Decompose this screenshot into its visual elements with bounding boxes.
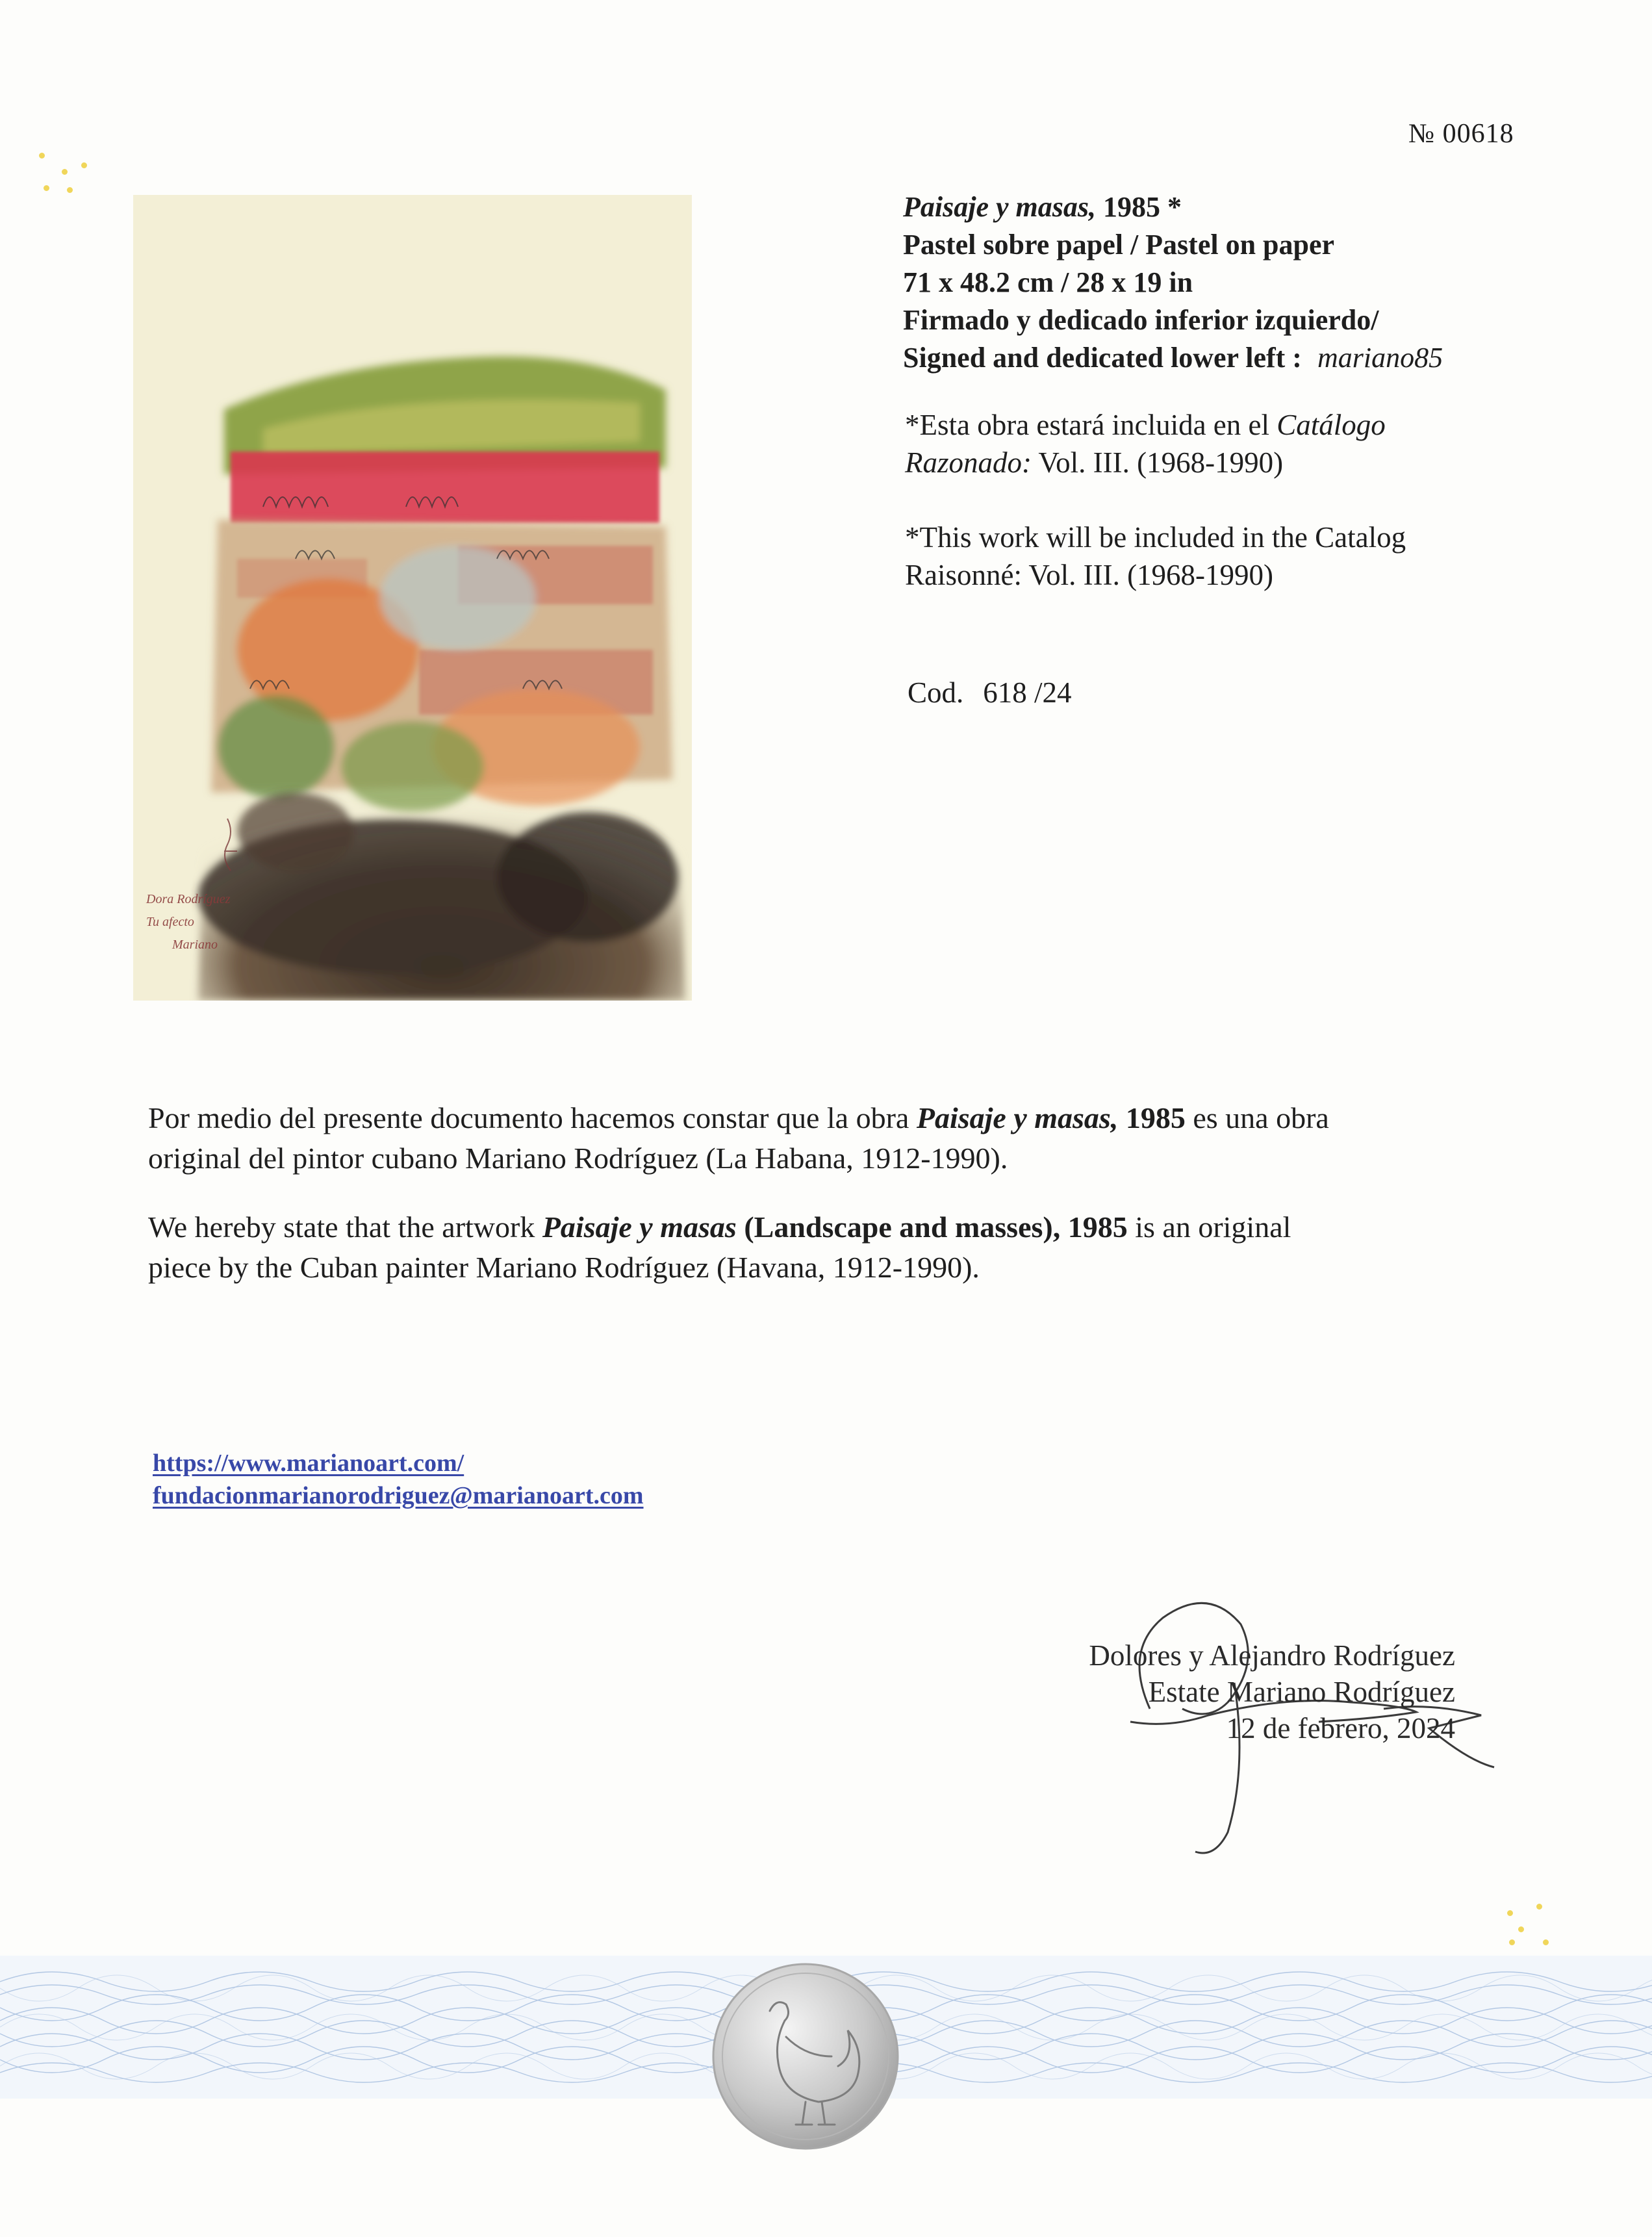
catalog-note-es-italic-1: Catálogo bbox=[1277, 409, 1386, 441]
catalog-code bbox=[908, 676, 1072, 709]
catalog-note-es-prefix: *Esta obra estará incluida en el bbox=[905, 409, 1277, 441]
statement-es-before: Por medio del presente documento hacemos constar que la obra bbox=[148, 1101, 917, 1134]
statement-es-year: 1985 bbox=[1118, 1101, 1186, 1134]
decorative-dots-top bbox=[36, 149, 94, 201]
artwork-signature-text: mariano85 bbox=[1317, 342, 1443, 374]
decorative-dots-bottom bbox=[1504, 1904, 1562, 1956]
code-value: 618 /24 bbox=[983, 676, 1072, 709]
artwork-details bbox=[903, 188, 1443, 377]
signatory-date: 12 de febrero, 2024 bbox=[1226, 1712, 1455, 1745]
artwork-signed-en-line bbox=[903, 339, 1443, 377]
statement-es-line1 bbox=[148, 1098, 1545, 1138]
statement-es bbox=[148, 1098, 1545, 1179]
artwork-year: 1985 * bbox=[1095, 191, 1182, 223]
artwork-title: Paisaje y masas, bbox=[903, 191, 1096, 223]
email-link[interactable]: fundacionmarianorodriguez@marianoart.com bbox=[153, 1482, 644, 1509]
catalog-note-en-line2: Raisonné: Vol. III. (1968-1990) bbox=[905, 559, 1274, 591]
catalog-note-es-italic-2: Razonado: bbox=[905, 446, 1032, 479]
artwork-medium: Pastel sobre papel / Pastel on paper bbox=[903, 229, 1335, 261]
inscription-line-3: Mariano bbox=[172, 938, 218, 952]
statement-es-line2: original del pintor cubano Mariano Rodríguez (La Habana, 1912-1990). bbox=[148, 1142, 1008, 1175]
artwork-signed-es: Firmado y dedicado inferior izquierdo/ bbox=[903, 304, 1379, 336]
statement-en-bold-rest: (Landscape and masses), 1985 bbox=[736, 1210, 1128, 1244]
inscription-line-1: Dora Rodríguez bbox=[146, 892, 231, 906]
catalog-note-en-line1: *This work will be included in the Catalog bbox=[905, 521, 1406, 554]
artwork-image bbox=[133, 195, 692, 1001]
artwork-signed-en: Signed and dedicated lower left : bbox=[903, 342, 1302, 374]
statement-en bbox=[148, 1207, 1545, 1288]
signatory-estate: Estate Mariano Rodríguez bbox=[1148, 1676, 1455, 1708]
statement-en-title: Paisaje y masas bbox=[542, 1210, 737, 1244]
code-label: Cod. bbox=[908, 676, 964, 709]
signatory-block bbox=[1013, 1637, 1455, 1746]
statement-en-line2: piece by the Cuban painter Mariano Rodríguez (Havana, 1912-1990). bbox=[148, 1251, 980, 1284]
statement-en-after: is an original bbox=[1127, 1210, 1291, 1244]
statement-es-title: Paisaje y masas, bbox=[916, 1101, 1119, 1134]
artwork-dimensions: 71 x 48.2 cm / 28 x 19 in bbox=[903, 266, 1193, 298]
statement-en-line1 bbox=[148, 1207, 1545, 1247]
embossed-seal bbox=[708, 1959, 903, 2154]
catalog-note-es-suffix: Vol. III. (1968-1990) bbox=[1032, 446, 1284, 479]
signatory-names: Dolores y Alejandro Rodríguez bbox=[1089, 1639, 1455, 1672]
catalog-note-es bbox=[905, 406, 1386, 481]
certificate-number: № 00618 bbox=[1408, 119, 1514, 149]
website-link[interactable]: https://www.marianoart.com/ bbox=[153, 1450, 464, 1477]
statement-en-before: We hereby state that the artwork bbox=[148, 1210, 542, 1244]
artwork-title-line bbox=[903, 188, 1443, 226]
statement-es-after: es una obra bbox=[1185, 1101, 1329, 1134]
catalog-note-es-line1 bbox=[905, 406, 1386, 444]
catalog-note-es-line2 bbox=[905, 444, 1386, 481]
catalog-note-en bbox=[905, 518, 1406, 594]
inscription-line-2: Tu afecto bbox=[146, 915, 194, 929]
